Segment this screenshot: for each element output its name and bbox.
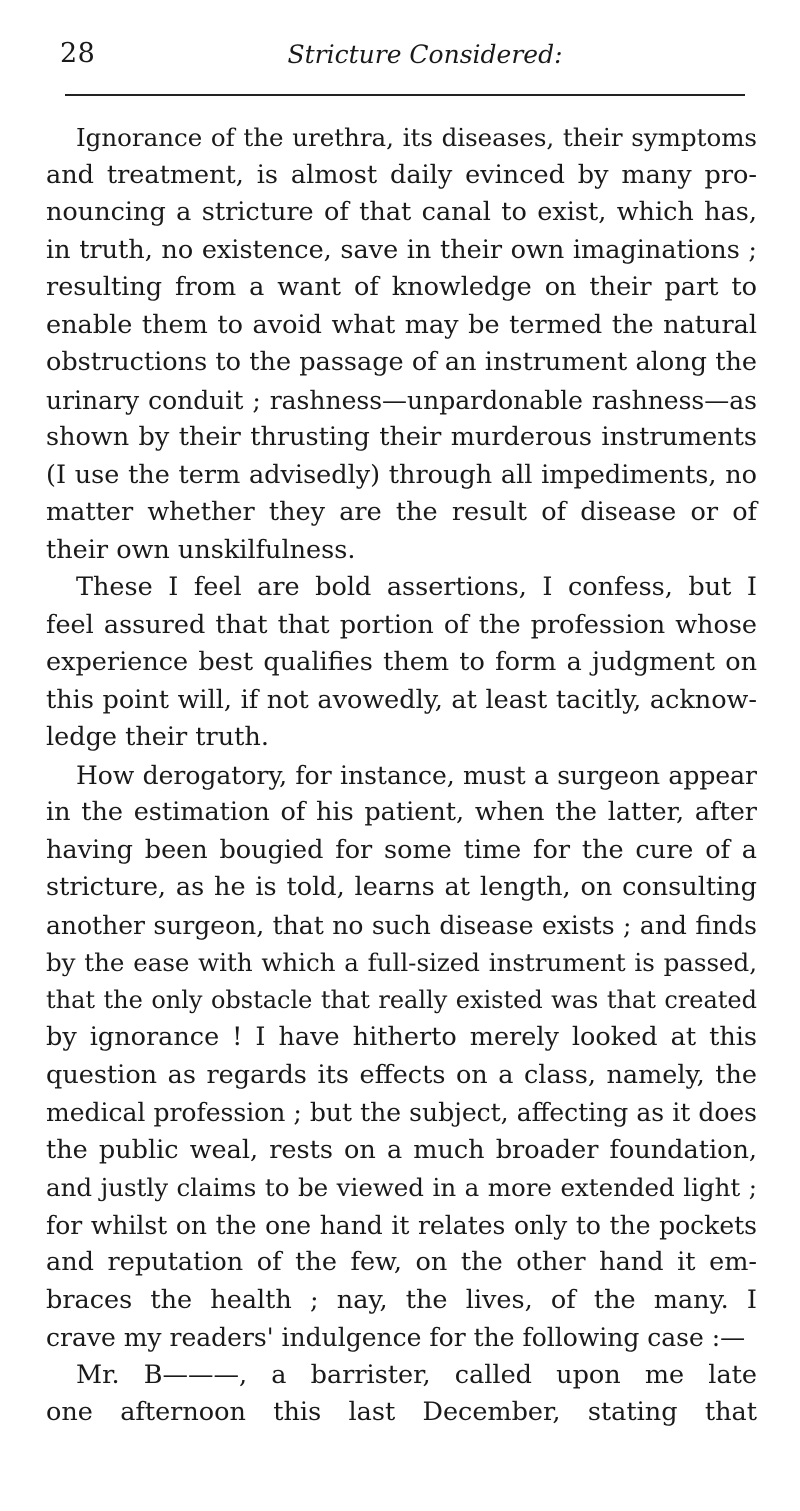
text-line: this point will, if not avowedly, at least tacitly, acknow- (46, 684, 757, 715)
text-line: How derogatory, for instance, must a surgeon appear (76, 760, 757, 790)
text-line: having been bougied for some time for the cure of a (46, 834, 757, 865)
text-line: These I feel are bold assertions, I confess, but I (76, 572, 757, 602)
text-line: shown by their thrusting their murderous instruments (46, 422, 757, 452)
text-line: medical profession ; but the subject, affecting as it does (46, 1098, 757, 1127)
text-line: resulting from a want of knowledge on their part to (46, 272, 757, 302)
text-line: experience best qualifies them to form a judgment on (46, 647, 757, 677)
text-line: nouncing a stricture of that canal to exist, which has, (46, 197, 757, 227)
text-line: feel assured that that portion of the profession whose (46, 609, 757, 640)
text-line: question as regards its effects on a class, namely, the (46, 1059, 757, 1090)
text-line: that the only obstacle that really existed was that created (46, 985, 757, 1014)
text-line: one afternoon this last December, stating that (46, 1397, 757, 1427)
text-line: in the estimation of his patient, when the latter, after (46, 797, 757, 827)
running-title: Stricture Considered: (287, 40, 563, 69)
text-line: and reputation of the few, on the other hand it em- (46, 1247, 757, 1277)
text-line: in truth, no existence, save in their own imaginations ; (46, 234, 757, 265)
text-line: Ignorance of the urethra, its diseases, their symptoms (76, 123, 757, 152)
text-line: (I use the term advisedly) through all impediments, no (46, 459, 757, 490)
page-header (60, 38, 750, 78)
body-text (46, 119, 757, 1432)
text-line: ledge their truth. (46, 722, 269, 752)
text-line: crave my readers' indulgence for the following case :— (46, 1323, 746, 1352)
text-line: obstructions to the passage of an instrument along the (46, 347, 757, 377)
text-line: Mr. B———, a barrister, called upon me late (76, 1359, 757, 1390)
page-number: 28 (60, 38, 96, 69)
text-line: and treatment, is almost daily evinced by many pro- (46, 159, 757, 190)
text-line: stricture, as he is told, learns at length, on consulting (46, 872, 757, 902)
text-line: by the ease with which a full-sized instrument is passed, (46, 948, 757, 977)
text-line: their own unskilfulness. (46, 534, 356, 565)
text-line: braces the health ; nay, the lives, of the many. I (46, 1284, 757, 1315)
text-line: another surgeon, that no such disease exists ; and finds (46, 910, 757, 940)
text-line: for whilst on the one hand it relates only to the pockets (46, 1210, 757, 1240)
header-rule (65, 94, 745, 96)
text-line: enable them to avoid what may be termed the natural (46, 309, 757, 340)
text-line: urinary conduit ; rashness—unpardonable rashness—as (46, 385, 757, 415)
text-line: and justly claims to be viewed in a more extended light ; (46, 1173, 757, 1202)
text-line: the public weal, rests on a much broader foundation, (46, 1134, 757, 1165)
text-line: by ignorance ! I have hitherto merely looked at this (46, 1022, 757, 1052)
text-line: matter whether they are the result of disease or of (46, 497, 757, 527)
